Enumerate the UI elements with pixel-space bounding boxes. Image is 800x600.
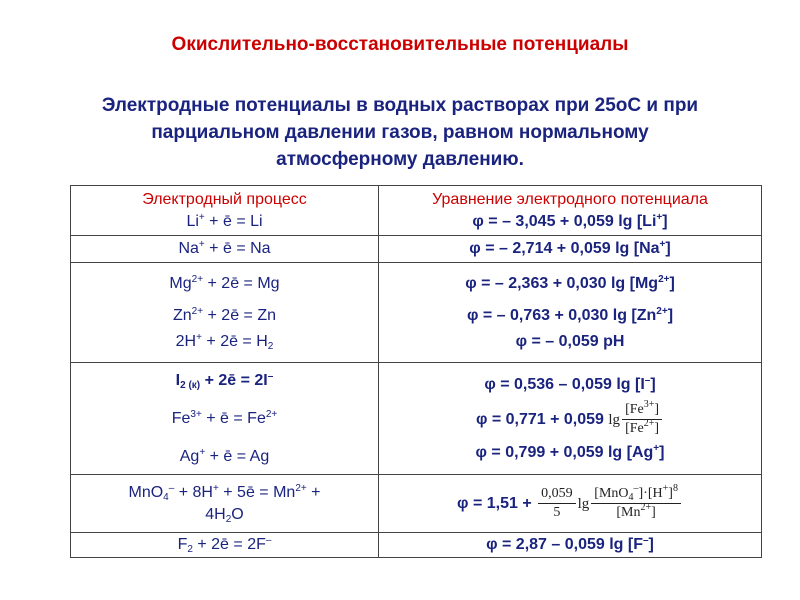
header-process: Электродный процесс: [142, 190, 307, 208]
process-cell: [71, 263, 379, 363]
subtitle-line-3: атмосферному давлению.: [276, 149, 524, 170]
h-process: 2H+ + 2ē = $H_2$: [175, 331, 274, 352]
ag-equation: φ = 0,799 + 0,059 lg [Ag+]: [475, 442, 665, 461]
zn-process: $Zn^{2+}$ + 2ē = Zn: [172, 305, 276, 324]
process-cell: [71, 475, 379, 533]
table-row: [71, 186, 762, 236]
f-process: $F_2$ + 2ē = 2F–: [177, 535, 272, 555]
h-equation: φ = – 0,059 pH: [515, 332, 625, 350]
equation-cell: [379, 236, 762, 263]
equation-cell: [379, 475, 762, 533]
f-equation: φ = 2,87 – 0,059 lg [F–]: [486, 535, 654, 553]
page-title: Окислительно-восстановительные потенциалы: [171, 34, 629, 55]
mg-process: $Mg^{2+}$ + 2ē = Mg: [169, 273, 280, 292]
mg-equation: φ = – 2,363 + 0,030 $\lg [Mg^{2+}]$: [465, 273, 675, 292]
equation-cell: [379, 533, 762, 558]
subtitle-line-1: Электродные потенциалы в водных растворах при 25оС и при: [101, 95, 699, 116]
na-equation: φ = – 2,714 + 0,059 lg [Na+]: [469, 239, 671, 257]
subtitle-line-2: парциальном давлении газов, равном нормальному: [151, 122, 649, 143]
fe-equation: φ = 0,771 + 0,059 lg $\frac{[Fe^{3+}]}{[Fe^{2+}]}$: [379, 398, 761, 442]
equation-cell: [379, 263, 762, 363]
zn-equation: φ = – 0,763 + 0,030 $\lg [Zn^{2+}]$: [466, 305, 674, 324]
equation-cell: [379, 363, 762, 475]
process-cell: [71, 533, 379, 558]
table-row: [71, 236, 762, 263]
table-row: [71, 475, 762, 533]
fe-process: $Fe^{3+}$ + ē = $Fe^{2+}$: [171, 408, 278, 427]
li-equation: φ = – 3,045 + 0,059 lg [Li+]: [472, 211, 668, 230]
coefficient-fraction: $\frac{0,059}{5}$: [538, 485, 576, 522]
na-process: Na+ + ē = Na: [178, 239, 271, 257]
process-cell: [71, 186, 379, 236]
table-row: [71, 363, 762, 475]
li-process: Li+ + ē = Li: [186, 211, 263, 230]
mn-equation: φ = 1,51 + $\frac{0,059}{5}$ lg $\frac{[MnO_4^-]\cdot[H^+]^8}{[Mn^{2+}]}$: [379, 479, 761, 529]
process-cell: [71, 236, 379, 263]
ag-process: Ag+ + ē = Ag: [179, 446, 270, 465]
process-cell: [71, 363, 379, 475]
i-equation: φ = 0,536 – 0,059 lg [I–]: [484, 374, 656, 393]
table-row: [71, 263, 762, 363]
mn-process-line-2: $4H_2O$: [205, 505, 244, 525]
fe-ratio-fraction: $\frac{[Fe^{3+}]}{[Fe^{2+}]}$: [622, 401, 662, 438]
i-process: $I_{2 (к)}$ + 2ē = 2I–: [175, 370, 274, 391]
potentials-table: [70, 185, 762, 558]
mn-process-line-1: MnO$_4$– + 8H+ + 5ē = $Mn^{2+}$ +: [128, 482, 321, 503]
mn-ratio-fraction: $\frac{[MnO_4^-]\cdot[H^+]^8}{[Mn^{2+}]}$: [591, 485, 681, 522]
equation-cell: [379, 186, 762, 236]
table-row: [71, 533, 762, 558]
header-equation: Уравнение электродного потенциала: [432, 190, 708, 208]
page-subtitle: [20, 92, 780, 173]
